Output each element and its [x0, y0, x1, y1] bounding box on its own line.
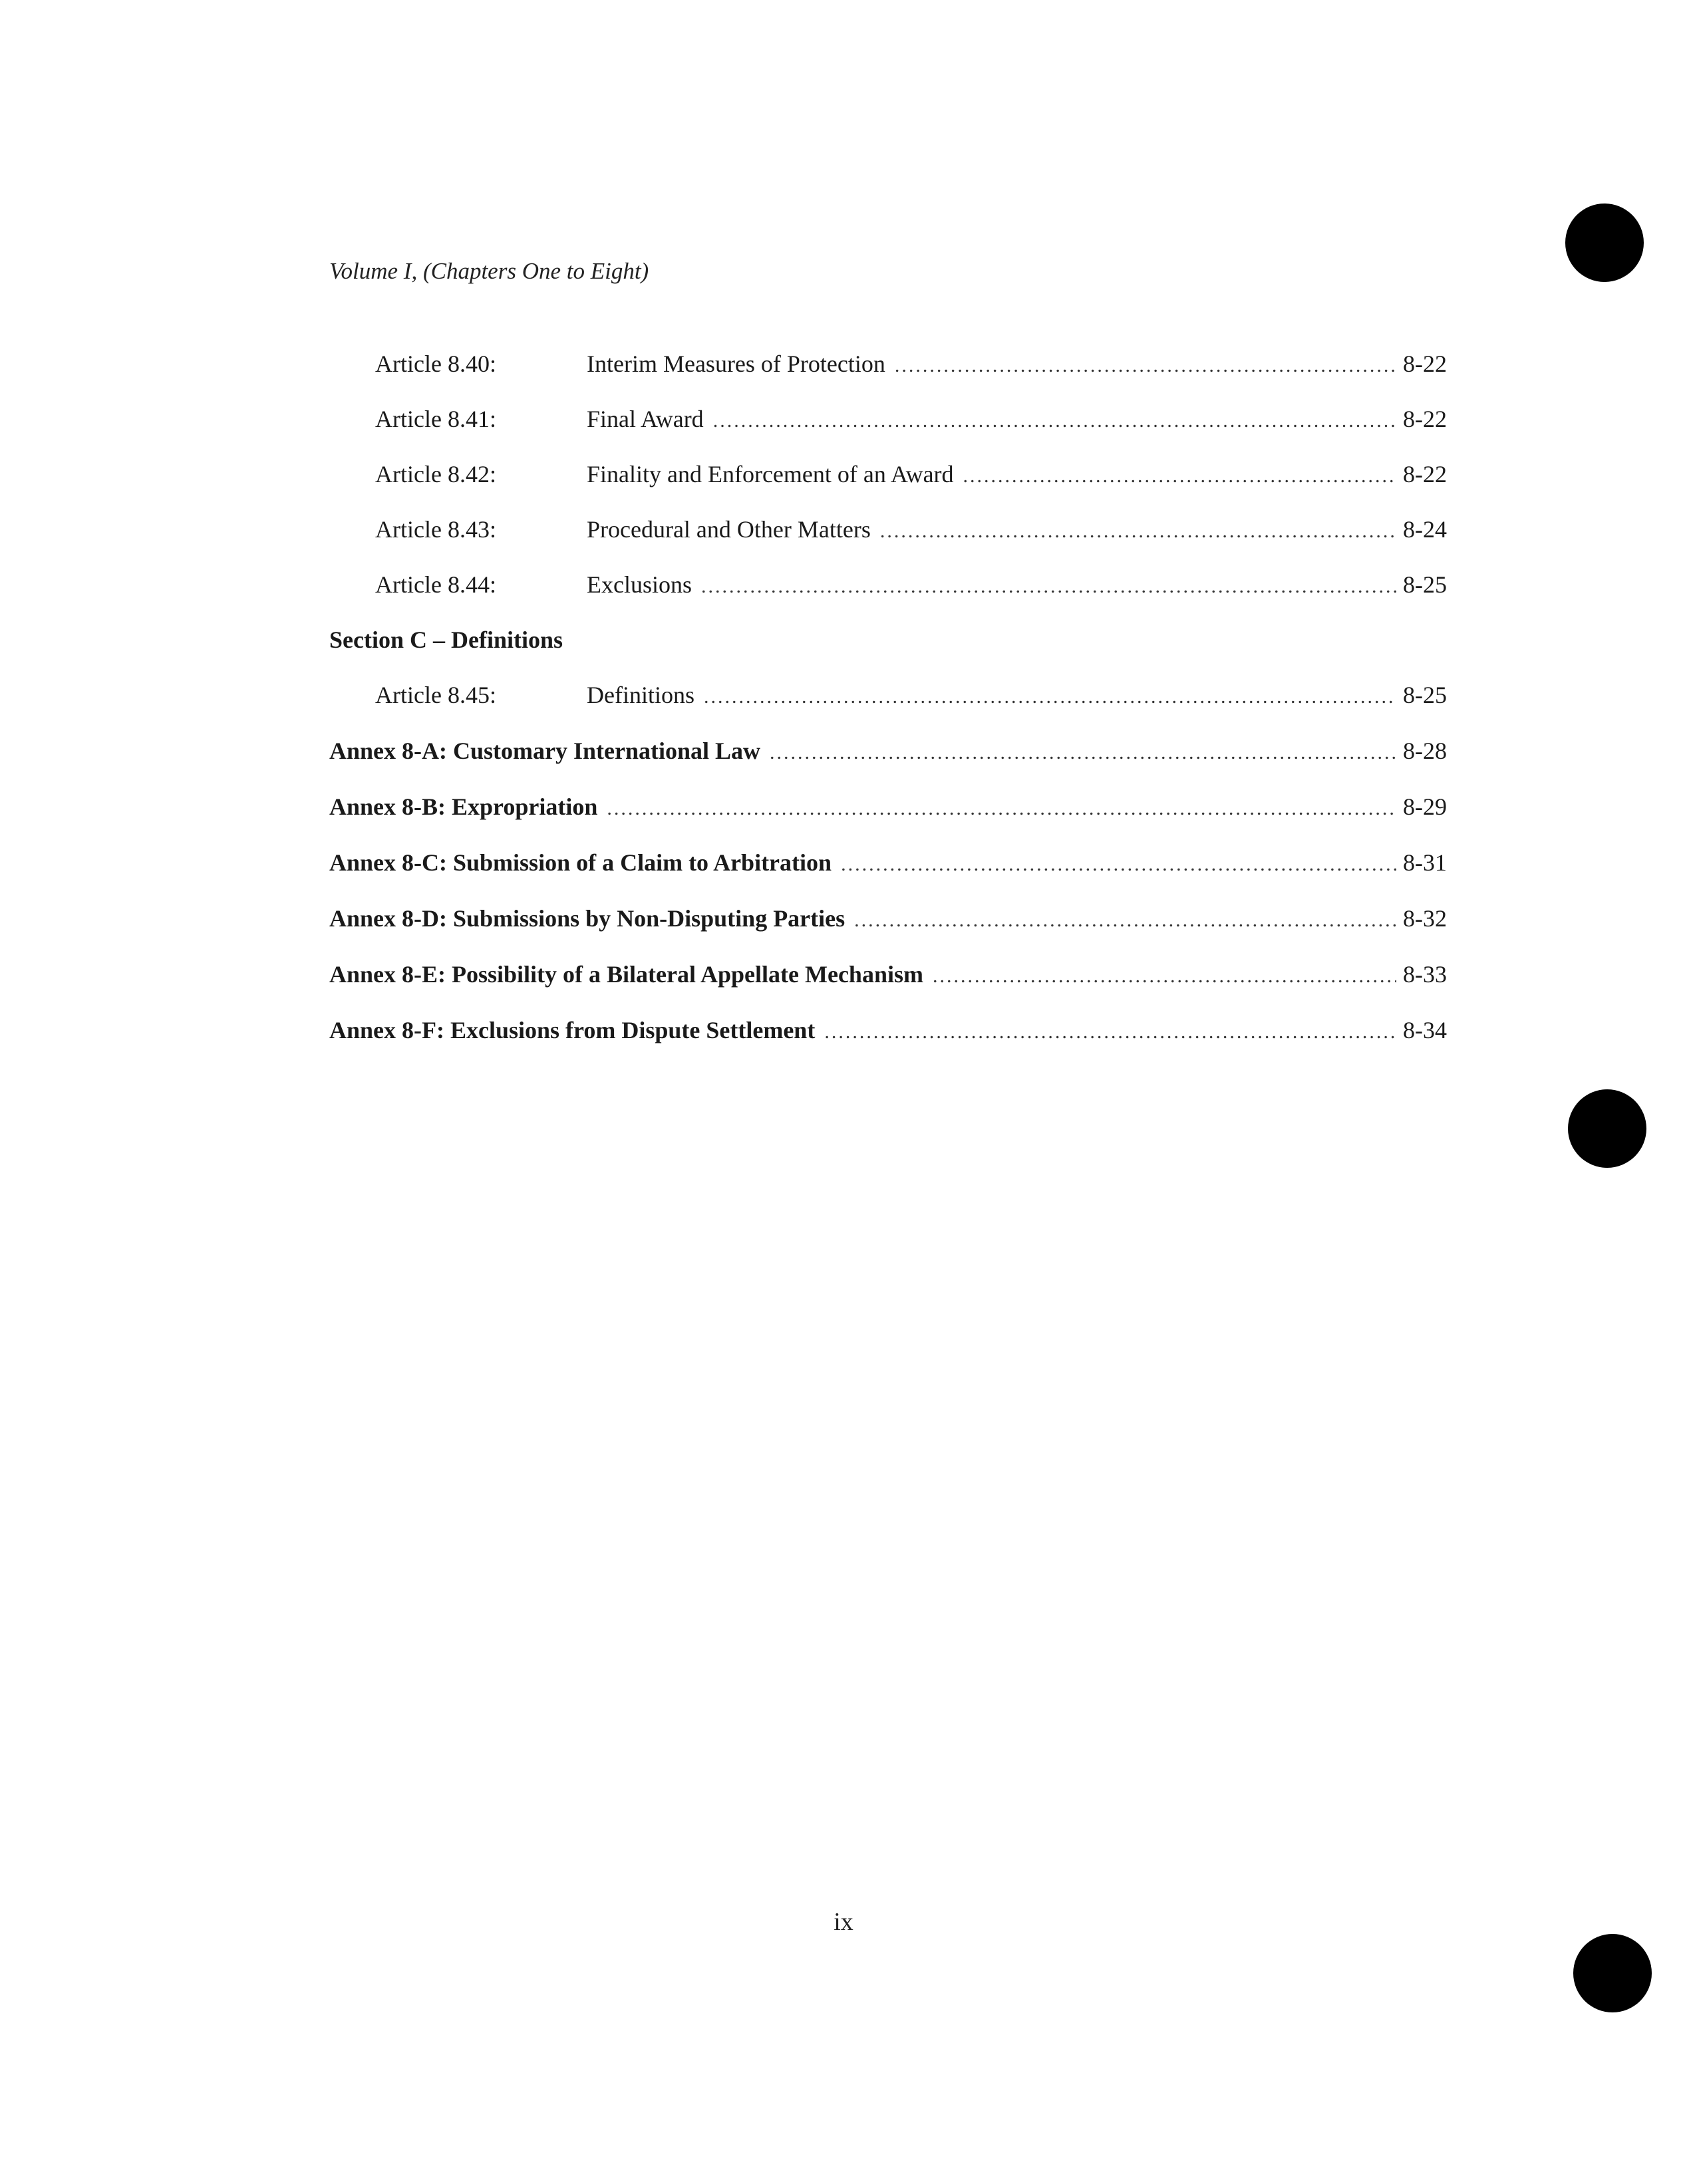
article-number: Article 8.42: [375, 461, 496, 487]
punch-hole-top [1565, 204, 1644, 282]
dot-leader [933, 965, 1396, 988]
article-title: Procedural and Other Matters [587, 516, 871, 543]
dot-leader [770, 742, 1396, 764]
section-c-heading[interactable]: Section C – Definitions [329, 626, 563, 653]
page-reference: 8-34 [1403, 1017, 1447, 1043]
article-number: Article 8.45: [375, 682, 496, 708]
toc-entry-annex-8-b[interactable] [326, 793, 1447, 826]
annex-title: Annex 8-C: Submission of a Claim to Arbitration [329, 849, 832, 876]
dot-leader [963, 465, 1396, 487]
article-number: Article 8.41: [375, 406, 496, 432]
article-number: Article 8.44: [375, 571, 496, 598]
toc-entry-annex-8-f[interactable] [326, 1016, 1447, 1049]
toc-entry-annex-8-c[interactable] [326, 849, 1447, 882]
page-reference: 8-32 [1403, 905, 1447, 932]
article-title: Exclusions [587, 571, 692, 598]
volume-header: Volume I, (Chapters One to Eight) [329, 258, 649, 284]
article-title: Final Award [587, 406, 704, 432]
page-reference: 8-22 [1403, 406, 1447, 432]
article-title: Finality and Enforcement of an Award [587, 461, 954, 487]
dot-leader [841, 853, 1396, 876]
article-number: Article 8.40: [375, 350, 496, 377]
article-title: Interim Measures of Protection [587, 350, 885, 377]
page-reference: 8-24 [1403, 516, 1447, 543]
page-reference: 8-28 [1403, 738, 1447, 764]
page-reference: 8-33 [1403, 961, 1447, 988]
page-reference: 8-25 [1403, 682, 1447, 708]
toc-entry-annex-8-d[interactable] [326, 904, 1447, 938]
annex-title: Annex 8-A: Customary International Law [329, 738, 760, 764]
toc-entry-article-8-44[interactable] [326, 571, 1447, 604]
toc-entry-article-8-41[interactable] [326, 405, 1447, 438]
toc-entry-article-8-43[interactable] [326, 515, 1447, 549]
page-reference: 8-22 [1403, 461, 1447, 487]
toc-entry-article-8-42[interactable] [326, 460, 1447, 493]
dot-leader [704, 686, 1396, 708]
toc-entry-article-8-40[interactable] [326, 350, 1447, 383]
toc-entry-annex-8-a[interactable] [326, 737, 1447, 770]
annex-title: Annex 8-B: Expropriation [329, 793, 598, 820]
annex-title: Annex 8-D: Submissions by Non-Disputing Parties [329, 905, 845, 932]
dot-leader [824, 1021, 1396, 1043]
dot-leader [854, 909, 1396, 932]
page-reference: 8-25 [1403, 571, 1447, 598]
dot-leader [880, 520, 1396, 543]
punch-hole-bottom [1573, 1934, 1652, 2012]
toc-entry-annex-8-e[interactable] [326, 960, 1447, 994]
page-number: ix [834, 1908, 853, 1936]
dot-leader [713, 410, 1396, 432]
dot-leader [607, 797, 1396, 820]
toc-entry-article-8-45[interactable] [326, 681, 1447, 714]
page-reference: 8-29 [1403, 793, 1447, 820]
page-reference: 8-31 [1403, 849, 1447, 876]
dot-leader [701, 575, 1396, 598]
page-reference: 8-22 [1403, 350, 1447, 377]
dot-leader [895, 354, 1396, 377]
punch-hole-middle [1568, 1089, 1646, 1168]
annex-title: Annex 8-F: Exclusions from Dispute Settlement [329, 1017, 816, 1043]
annex-title: Annex 8-E: Possibility of a Bilateral Appellate Mechanism [329, 961, 923, 988]
article-number: Article 8.43: [375, 516, 496, 543]
article-title: Definitions [587, 682, 694, 708]
